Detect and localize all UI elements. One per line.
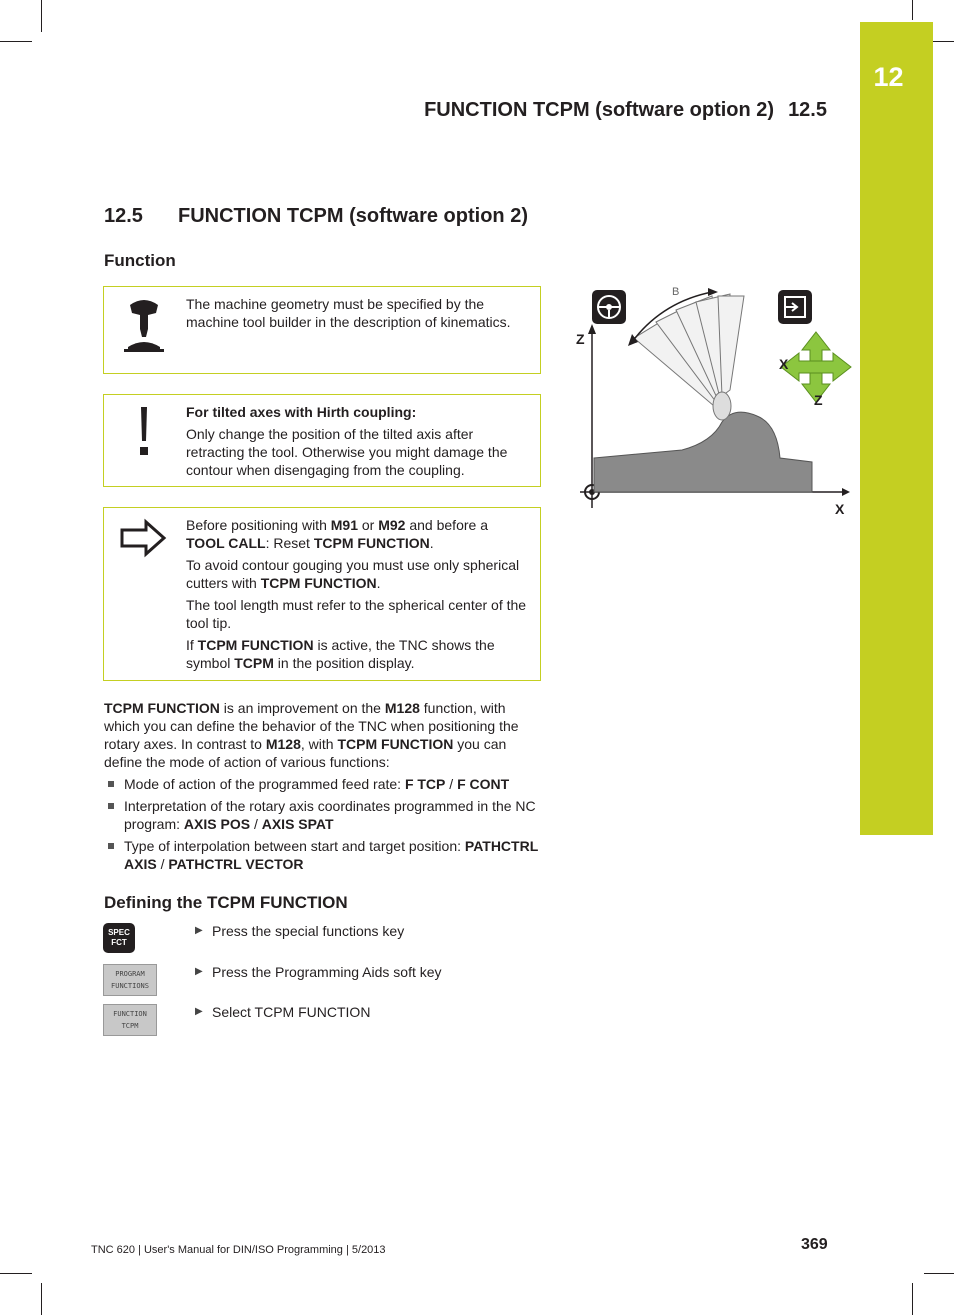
figure-label-b: B [672,286,680,298]
figure-label-z-left: Z [576,331,585,347]
crop-mark [912,1283,913,1315]
step-label: Press the special functions key [212,923,405,939]
figure-label-x-bottom: X [835,501,845,517]
section-title-text: FUNCTION TCPM (software option 2) [178,205,528,227]
note-machine-text: The machine geometry must be specified by the machine tool builder in the description of kinematics. [186,296,511,330]
running-head-title: FUNCTION TCPM (software option 2) [424,99,775,121]
step-arrow-icon: ▶ [195,1006,203,1017]
crop-mark [41,1283,42,1315]
mode-list [104,775,544,877]
machine-tool-icon [118,297,170,353]
step-arrow-icon: ▶ [195,925,203,936]
chapter-tab [860,22,933,835]
note-caution [103,394,541,487]
figure-label-z-right: Z [814,392,823,408]
arrow-right-icon [118,518,170,558]
crop-mark [41,0,42,32]
note-machine [103,286,541,374]
section-number: 12.5 [104,205,143,227]
function-heading: Function [104,251,176,270]
page-number: 369 [801,1236,828,1253]
crop-mark [924,1273,954,1274]
program-functions-soft-key[interactable]: PROGRAM FUNCTIONS [103,964,157,996]
running-head [424,99,827,122]
steering-wheel-icon [592,290,626,324]
defining-heading: Defining the TCPM FUNCTION [104,893,348,912]
step-program-functions [103,964,543,1000]
function-tcpm-soft-key[interactable]: FUNCTION TCPM [103,1004,157,1036]
note-caution-text: Only change the position of the tilted axis after retracting the tool. Otherwise you might damage the contour when disengaging from the coupling. [186,426,508,478]
step-label: Select TCPM FUNCTION [212,1004,371,1020]
note-tip-p1: Before positioning with M91 or M92 and before a TOOL CALL: Reset TCPM FUNCTION. [186,517,488,551]
tcpm-figure [572,282,854,518]
exclamation-icon [118,405,170,465]
list-item: Interpretation of the rotary axis coordinates programmed in the NC program: AXIS POS / AXIS SPAT [104,797,544,833]
section-title [104,205,528,228]
step-label: Press the Programming Aids soft key [212,964,442,980]
crop-mark [0,41,32,42]
step-spec-fct [103,923,543,959]
intro-paragraph: TCPM FUNCTION is an improvement on the M128 function, with which you can define the behavior of the TNC when positioning the rotary axes. In contrast to M128, with TCPM FUNCTION you can define the mode of action of various functions: [104,700,519,770]
tool-positions [634,294,744,406]
workpiece [594,412,812,492]
list-item: Type of interpolation between start and target position: PATHCTRL AXIS / PATHCTRL VECTOR [104,837,544,873]
spec-fct-key[interactable]: SPEC FCT [103,923,135,953]
note-caution-title: For tilted axes with Hirth coupling: [186,404,417,420]
note-tip [103,507,541,681]
note-tip-p3: The tool length must refer to the spherical center of the tool tip. [186,597,527,631]
running-head-number: 12.5 [788,99,827,121]
program-run-icon [778,290,812,324]
crop-mark [912,0,913,20]
note-tip-p4: If TCPM FUNCTION is active, the TNC shows the symbol TCPM in the position display. [186,637,495,671]
chapter-number: 12 [873,62,904,92]
step-function-tcpm [103,1004,543,1040]
figure-label-x-right: X [779,356,789,372]
crop-mark [0,1273,32,1274]
step-arrow-icon: ▶ [195,966,203,977]
note-tip-p2: To avoid contour gouging you must use only spherical cutters with TCPM FUNCTION. [186,557,520,591]
list-item: Mode of action of the programmed feed rate: F TCP / F CONT [104,775,544,793]
footer-text: TNC 620 | User's Manual for DIN/ISO Programming | 5/2013 [91,1244,386,1256]
